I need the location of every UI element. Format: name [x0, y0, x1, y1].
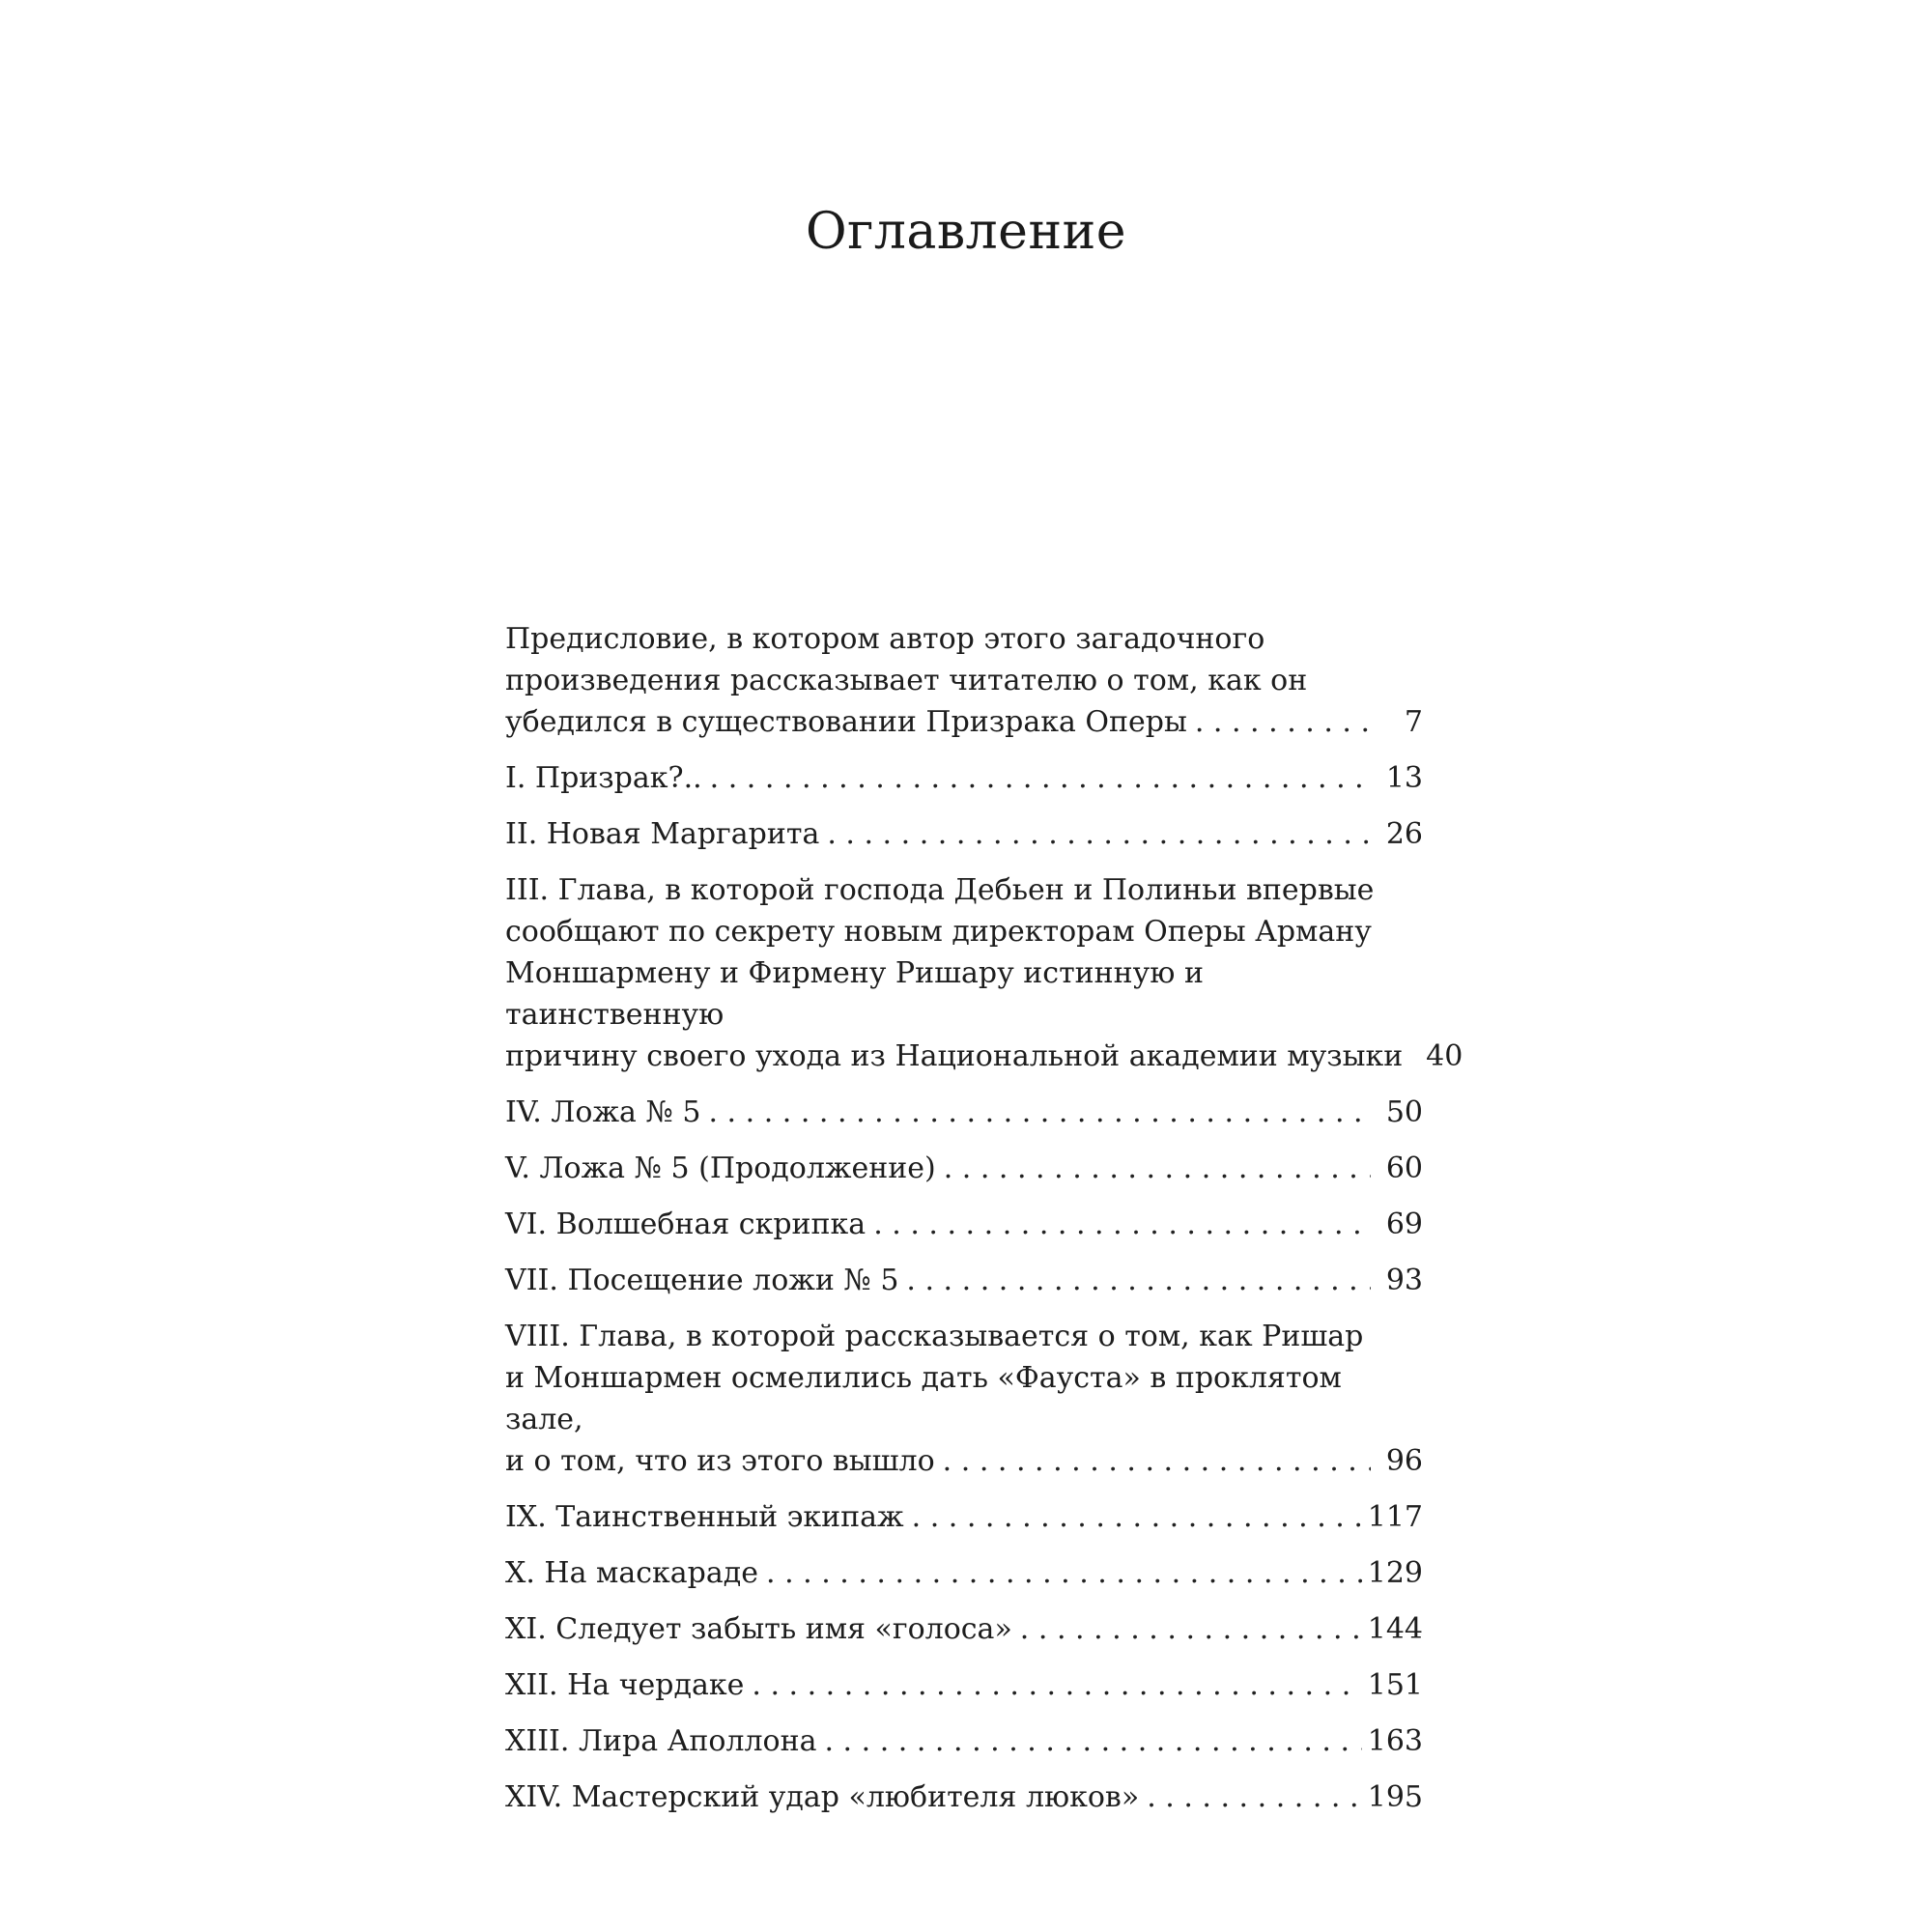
toc-entry-row: [505, 1036, 1463, 1077]
toc-entry-title: V. Ложа № 5 (Продолжение): [505, 1151, 936, 1185]
toc-entry-line: Моншармену и Фирмену Ришару истинную и таинственную: [505, 956, 1204, 1032]
toc-page-number: 117: [1367, 1500, 1423, 1534]
toc-entry-title: XIII. Лира Аполлона: [505, 1724, 817, 1758]
toc-entry: [505, 813, 1423, 855]
toc-entry-row: [505, 701, 1423, 743]
dot-leader: [936, 1148, 1371, 1189]
toc-entry-row: [505, 1608, 1423, 1650]
toc-entry-row: [505, 757, 1423, 799]
toc-page-number: 151: [1367, 1668, 1423, 1702]
toc-entry: [505, 1608, 1423, 1650]
toc-entry-row: [505, 1260, 1423, 1301]
toc-entry-line: и Моншармен осмелились дать «Фауста» в проклятом зале,: [505, 1361, 1342, 1436]
toc-entry-title: IV. Ложа № 5: [505, 1095, 701, 1129]
table-of-contents: [505, 618, 1463, 1833]
toc-entry: [505, 1776, 1423, 1818]
toc-page-number: 195: [1367, 1780, 1423, 1814]
toc-entry: [505, 1720, 1423, 1762]
toc-entry-row: [505, 1720, 1423, 1762]
toc-page-number: 50: [1385, 1095, 1423, 1129]
toc-page-number: 96: [1385, 1444, 1423, 1478]
dot-leader: [758, 1552, 1362, 1594]
toc-entry-row: [505, 1496, 1423, 1538]
toc-entry-line: произведения рассказывает читателю о том, как он: [505, 664, 1308, 697]
dot-leader: [935, 1440, 1371, 1482]
dot-leader: [700, 1092, 1371, 1133]
toc-entry-row: [505, 1440, 1423, 1482]
toc-entry: [505, 1552, 1423, 1594]
toc-entry: [505, 757, 1423, 799]
toc-entry-row: [505, 1148, 1423, 1189]
toc-page-number: 13: [1385, 761, 1423, 795]
toc-page-number: 40: [1426, 1039, 1463, 1073]
toc-entry-title: I. Призрак?..: [505, 761, 702, 795]
dot-leader: [744, 1664, 1361, 1706]
toc-page-number: 144: [1367, 1612, 1423, 1646]
dot-leader: [1187, 701, 1371, 743]
page-title: Оглавление: [805, 203, 1127, 261]
toc-page-number: 69: [1385, 1208, 1423, 1241]
dot-leader: [819, 813, 1371, 855]
toc-entry-row: [505, 1092, 1423, 1133]
dot-leader: [702, 757, 1371, 799]
toc-entry: [505, 869, 1463, 1077]
toc-entry-title: IX. Таинственный экипаж: [505, 1500, 904, 1534]
toc-entry-row: [505, 1552, 1423, 1594]
toc-page-number: 26: [1385, 817, 1423, 851]
toc-page-number: 93: [1385, 1264, 1423, 1297]
toc-page-number: 60: [1385, 1151, 1423, 1185]
toc-entry-title: причину своего ухода из Национальной академии музыки: [505, 1039, 1404, 1073]
toc-entry: [505, 618, 1423, 743]
toc-page-number: 163: [1367, 1724, 1423, 1758]
toc-entry: [505, 1092, 1423, 1133]
toc-entry-row: [505, 813, 1423, 855]
toc-entry-line: III. Глава, в которой господа Дебьен и Полиньи впервые: [505, 873, 1375, 907]
toc-entry-title: II. Новая Маргарита: [505, 817, 820, 851]
toc-entry: [505, 1260, 1423, 1301]
toc-entry-title: VI. Волшебная скрипка: [505, 1208, 867, 1241]
dot-leader: [1012, 1608, 1362, 1650]
toc-entry-row: [505, 1776, 1423, 1818]
toc-entry: [505, 1148, 1423, 1189]
toc-entry-title: XIV. Мастерский удар «любителя люков»: [505, 1780, 1140, 1814]
toc-entry-line: Предисловие, в котором автор этого загадочного: [505, 622, 1265, 656]
toc-entry-row: [505, 1204, 1423, 1245]
toc-entry-line: VIII. Глава, в которой рассказывается о том, как Ришар: [505, 1320, 1364, 1353]
toc-entry: [505, 1204, 1423, 1245]
toc-entry: [505, 1316, 1423, 1482]
toc-page-number: 7: [1404, 705, 1423, 739]
toc-entry-title: X. На маскараде: [505, 1556, 758, 1590]
toc-entry-title: убедился в существовании Призрака Оперы: [505, 705, 1187, 739]
toc-page-number: 129: [1367, 1556, 1423, 1590]
toc-entry: [505, 1664, 1423, 1706]
dot-leader: [866, 1204, 1371, 1245]
toc-entry-line: сообщают по секрету новым директорам Оперы Арману: [505, 915, 1372, 949]
toc-entry-title: XII. На чердаке: [505, 1668, 745, 1702]
toc-entry-title: и о том, что из этого вышло: [505, 1444, 935, 1478]
dot-leader: [1403, 1036, 1410, 1077]
dot-leader: [898, 1260, 1371, 1301]
toc-entry-title: XI. Следует забыть имя «голоса»: [505, 1612, 1012, 1646]
dot-leader: [904, 1496, 1362, 1538]
dot-leader: [816, 1720, 1361, 1762]
toc-entry: [505, 1496, 1423, 1538]
toc-entry-title: VII. Посещение ложи № 5: [505, 1264, 899, 1297]
dot-leader: [1139, 1776, 1362, 1818]
toc-entry-row: [505, 1664, 1423, 1706]
